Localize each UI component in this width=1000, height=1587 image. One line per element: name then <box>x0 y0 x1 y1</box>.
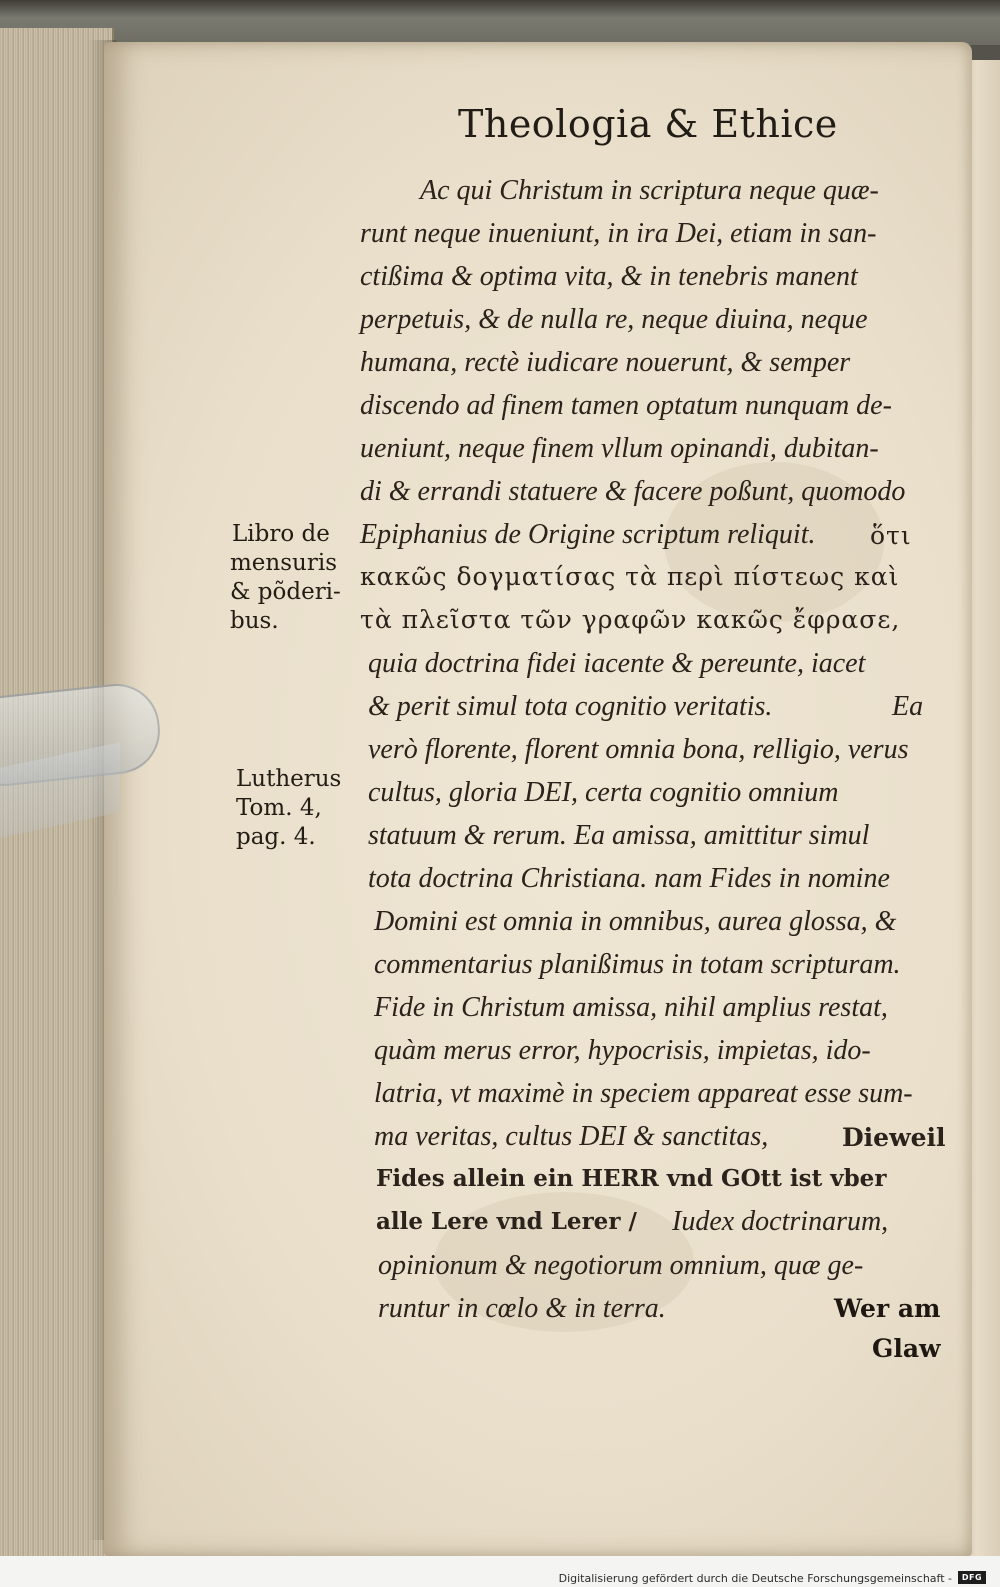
text-line: tota doctrina Christiana. nam Fides in nomine <box>368 863 890 894</box>
running-head: Theologia & Ethice <box>458 102 838 146</box>
blackletter-text-line: Dieweil <box>842 1123 946 1152</box>
margin-note: Lutherus <box>236 766 342 792</box>
text-line: Iudex doctrinarum, <box>672 1206 889 1237</box>
book-cover-edge <box>0 0 1000 45</box>
text-line: runtur in cœlo & in terra. <box>378 1293 666 1324</box>
text-line: perpetuis, & de nulla re, neque diuina, neque <box>360 304 868 335</box>
margin-note: Libro de <box>232 521 330 547</box>
margin-note: Tom. 4, <box>236 795 322 821</box>
margin-note: pag. 4. <box>236 824 316 850</box>
text-line: ctißima & optima vita, & in tenebris manent <box>360 261 858 292</box>
text-line: quia doctrina fidei iacente & pereunte, iacet <box>368 648 866 679</box>
text-line: latria, vt maximè in speciem appareat esse sum- <box>374 1078 913 1109</box>
greek-text-line: τὰ πλεῖστα τῶν γραφῶν κακῶς ἔφρασε, <box>360 605 901 634</box>
margin-note: mensuris <box>230 550 338 576</box>
text-line: Ac qui Christum in scriptura neque quæ- <box>420 175 879 206</box>
margin-note: bus. <box>230 608 279 634</box>
text-line: ueniunt, neque finem vllum opinandi, dubitan- <box>360 433 879 464</box>
blackletter-text-line: alle Lere vnd Lerer / <box>376 1208 637 1235</box>
text-line: Ea <box>892 691 924 722</box>
text-line: opinionum & negotiorum omnium, quæ ge- <box>378 1250 864 1281</box>
catchword: Wer am <box>834 1294 941 1323</box>
text-line: Fide in Christum amissa, nihil amplius restat, <box>374 992 888 1023</box>
text-line: discendo ad finem tamen optatum nunquam de- <box>360 390 892 421</box>
text-line: cultus, gloria DEI, certa cognitio omnium <box>368 777 839 808</box>
text-line: ma veritas, cultus DEI & sanctitas, <box>374 1121 769 1152</box>
greek-text-line: ὅτι <box>870 521 912 550</box>
text-line: humana, rectè iudicare nouerunt, & semper <box>360 347 851 378</box>
text-line: di & errandi statuere & facere poßunt, quomodo <box>360 476 906 507</box>
text-line: quàm merus error, hypocrisis, impietas, ido- <box>374 1035 871 1066</box>
text-line: runt neque inueniunt, in ira Dei, etiam in san- <box>360 218 877 249</box>
blackletter-text-line: Fides allein ein HERR vnd GOtt ist vber <box>376 1165 887 1192</box>
catchword: Glaw <box>872 1334 941 1363</box>
text-line: commentarius planißimus in totam scripturam. <box>374 949 901 980</box>
text-line: & perit simul tota cognitio veritatis. <box>368 691 773 722</box>
text-line: Domini est omnia in omnibus, aurea glossa, & <box>374 906 897 937</box>
greek-text-line: κακῶς δογματίσας τὰ περὶ πίστεως καὶ <box>360 562 900 591</box>
dfg-logo: DFG <box>958 1571 986 1584</box>
text-line: Epiphanius de Origine scriptum reliquit. <box>360 519 816 550</box>
funding-credit: Digitalisierung gefördert durch die Deutsche Forschungsgemeinschaft - <box>558 1572 952 1585</box>
margin-note: & põderi- <box>230 579 341 605</box>
text-line: verò florente, florent omnia bona, relligio, verus <box>368 734 909 765</box>
text-line: statuum & rerum. Ea amissa, amittitur simul <box>368 820 870 851</box>
